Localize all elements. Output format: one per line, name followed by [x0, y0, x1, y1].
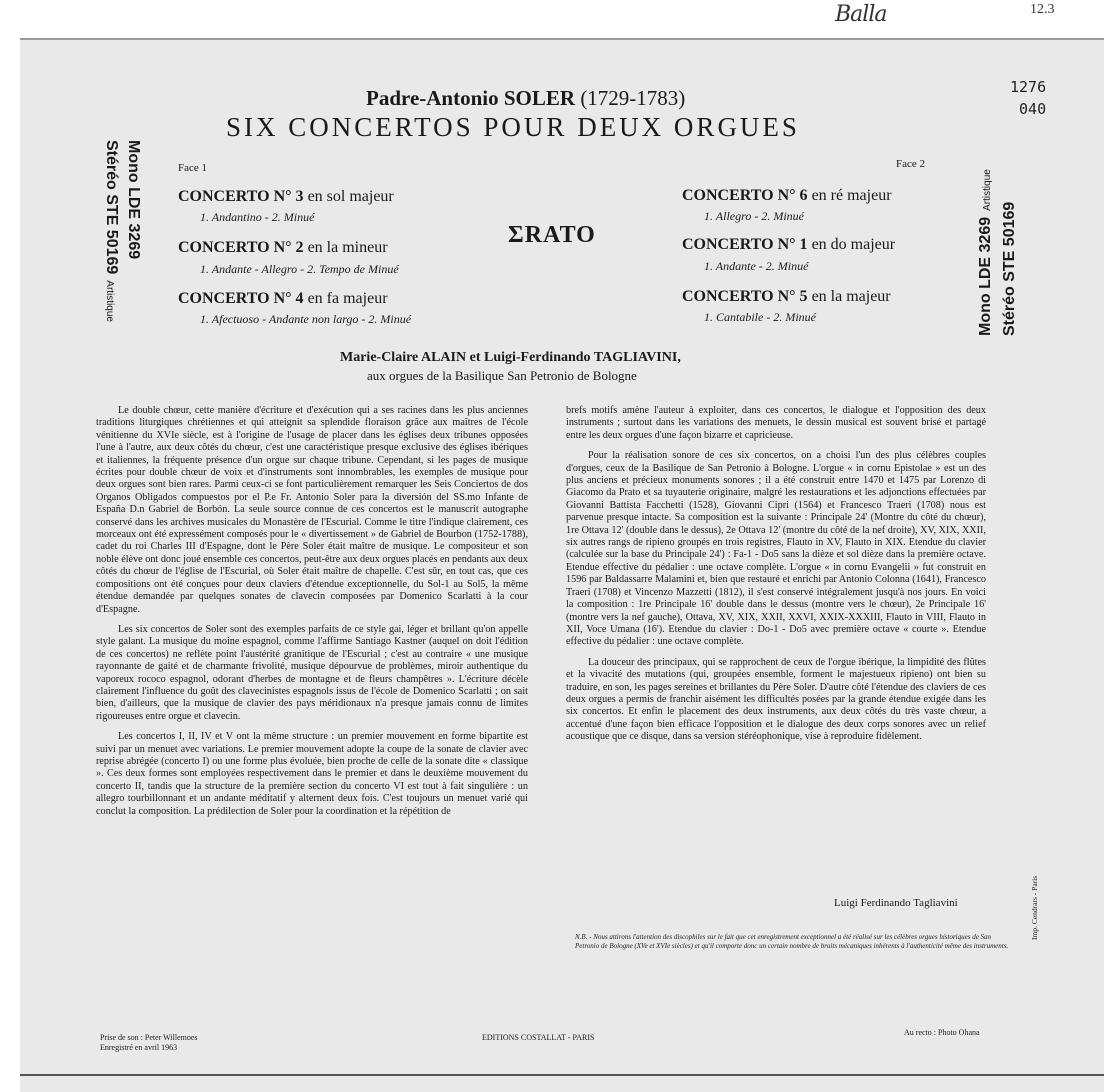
- handwritten-number: 12.3: [1030, 2, 1055, 17]
- face2-concerto-2-movements: 1. Andante - 2. Minué: [704, 259, 809, 273]
- face2-concerto-3-movements: 1. Cantabile - 2. Minué: [704, 310, 816, 324]
- handwritten-note: Balla: [835, 2, 887, 27]
- album-title: SIX CONCERTOS POUR DEUX ORGUES: [226, 112, 800, 142]
- sleeve-bottom-edge: [20, 1074, 1104, 1076]
- organs-line: aux orgues de la Basilique San Petronio de Bologne: [367, 368, 637, 383]
- artistique-label: Artistique: [104, 280, 115, 322]
- footer-recorded: Enregistré en avril 1963: [100, 1043, 178, 1052]
- face1-concerto-2: CONCERTO N° 2 en la mineur: [178, 239, 388, 256]
- composer-name: Padre-Antonio SOLER: [366, 86, 576, 110]
- mono-label-right: Mono LDE 3269Artistique: [977, 169, 994, 336]
- face2-concerto-2: CONCERTO N° 1 en do majeur: [682, 236, 896, 253]
- face1-concerto-2-movements: 1. Andante - Allegro - 2. Tempo de Minué: [200, 262, 399, 276]
- liner-notes-right-column: [566, 405, 986, 752]
- printer-credit: Imp. Cendrars - Paris: [1030, 875, 1039, 940]
- catalog-line-1: 1276: [1010, 78, 1047, 96]
- footer-engineer: Prise de son : Peter Willemoes: [100, 1033, 198, 1042]
- composer-dates: (1729-1783): [580, 86, 686, 110]
- face2-concerto-1: CONCERTO N° 6 en ré majeur: [682, 187, 892, 204]
- liner-paragraph: Les concertos I, II, IV et V ont la même structure : un premier mouvement en forme bipartite est suivi par un menuet avec variations. Le premier mouvement adopte la coupe de la sonate de clavier avec reprise abrégée (concerto I) ou une forme plus évoluée, bien proche de celle de la sonate dite « classique ». Ces deux formes sont employées respectivement dans le premier et dans le deuxième mouvement du concerto II, tandis que la structure de la première section du concerto VI est tout à fait singulière : un allegro tourbillonnant et un andante méditatif y alternent deux fois. C'est toujours un menuet varié qui conclut la composition. La prédilection de Soler pour la coordination et la répétition de: [96, 731, 528, 817]
- stereo-label: Stéréo STE 50169Artistique: [103, 140, 120, 322]
- face2-concerto-1-movements: 1. Allegro - 2. Minué: [704, 209, 804, 223]
- liner-paragraph: Pour la réalisation sonore de ces six concertos, on a choisi l'un des plus célèbres couples d'orgues, ceux de la Basilique de San Petronio à Bologne. L'orgue « in cornu Epistolae » est un des plus anciens et précieux monuments sonores ; il a été construit entre 1470 et 1475 par Lorenzo di Giacomo da Prato et sa tuyauterie originaire, malgré les restaurations et les adjonctions effectuées par Giovanni Battista Facchetti (1528), Giovanni Cipri (1564) et Francesco Traeri (1708) nous est parvenue presque intacte. Sa composition est la suivante : Principale 24' (Montre du côté du chœur), 1re Ottava 12' (double dans le dessus), 2e Ottava 12' (montre du côté de la nef droite), XV, XIX, XXII, six autres rangs de ripieno groupés en trois registres, Flauto in XV, Flauto in XIX. Etendue du clavier (calculée sur la base du Principale 24') : Fa-1 - Do5 sans la dièze et sol dièze dans la première octave. Etendue effective du pédalier : une octave complète. L'orgue « in cornu Evangelii » fut construit en 1596 par Baldassarre Malamini et, bien que restauré et enrichi par Antonio Colonna (1641), Francesco Traeri (1708) et Vincenzo Mazzetti (1812), il s'est conservé intégralement jusqu'à nos jours. En voici la composition : 1re Principale 16' double dans le dessus (montre vers le chœur), 2e Principale 16' (montre vers la nef gauche), Ottava, XV, XIX, XXII, XXVI, XXIX-XXXIII, Flauto in VIII, Flauto in XII, Voce Umana (16'). Etendue du clavier : Do-1 - Do5 avec première octave « courte ». Etendue effective du pédalier : une octave complète.: [566, 450, 986, 648]
- face-1-label: Face 1: [178, 162, 208, 174]
- liner-notes-left-column: [96, 405, 528, 826]
- face2-concerto-3: CONCERTO N° 5 en la majeur: [682, 288, 891, 305]
- erato-logo: ΣRATO: [508, 222, 596, 248]
- liner-paragraph: Les six concertos de Soler sont des exemples parfaits de ce style gai, léger et brillant qu'on appelle style galant. La musique du moine espagnol, comme l'affirme Santiago Kastner (auquel on doit l'édition de ces concertos) ne reflète point l'austérité granitique de l'Escurial ; c'est au contraire « une musique rayonnante de gaité et de charmante frivolité, musique dépourvue de problèmes, miroir authentique du vaporeux rococo espagnol, odorant d'herbes de montagne et de fleurs champêtres ». L'écriture décèle clairement l'influence du goût des clavecinistes espagnols issus de l'école de Domenico Scarlatti ; on sait bien, d'ailleurs, que la musique de clavier des pays méridionaux n'a presque jamais connu de limites rigoureuses entre orgue et clavecin.: [96, 623, 528, 722]
- author-signature: Luigi Ferdinando Tagliavini: [834, 897, 958, 909]
- performers-line: Marie-Claire ALAIN et Luigi-Ferdinando TAGLIAVINI,: [340, 350, 681, 365]
- mono-label: Mono LDE 3269: [125, 140, 142, 260]
- catalog-stamp: [1010, 76, 1046, 120]
- footer-publisher: EDITIONS COSTALLAT - PARIS: [482, 1033, 595, 1042]
- face1-concerto-3: CONCERTO N° 4 en fa majeur: [178, 290, 388, 307]
- stereo-label-right: Stéréo STE 50169: [1001, 201, 1018, 336]
- nb-note: N.B. - Nous attirons l'attention des discophiles sur le fait que cet enregistrement exceptionnel a été réalisé sur les célèbres orgues historiques de San Petronio de Bologne (XVe et XVIe siècles) et qu'il comporte donc un certain nombre de bruits mécaniques inhérents à l'authenticité même des instruments.: [575, 933, 1009, 950]
- sleeve-edge: [20, 38, 1104, 40]
- face1-concerto-1: CONCERTO N° 3 en sol majeur: [178, 188, 394, 205]
- footer-photo-credit: Au recto : Photo Ohana: [904, 1028, 980, 1037]
- face1-concerto-1-movements: 1. Andantino - 2. Minué: [200, 210, 315, 224]
- liner-paragraph: Le double chœur, cette manière d'écriture et d'exécution qui a ses racines dans les plus anciennes traditions liturgiques chrétiennes et qui atteignit sa splendide floraison grâce aux maîtres de l'école vénitienne du XVIe siècle, est à l'origine de l'usage de placer dans les églises deux tribunes opposées l'une à l'autre, aux deux côtés du chœur, c'est une caractéristique presque exclusive des églises ibériques et italiennes, la fréquente présence d'un orgue sur chaque tribune. Cependant, si les pages de musique écrites pour double chœur de voix et d'instruments sont innombrables, les exemples de musique pour deux orgues sont bien rares. Parmi ceux-ci se font particulièrement remarquer les Seis Conciertos de dos Organos Obligados compuestos por el P.e Fr. Antonio Soler para la diversión del SS.mo Infante de España D.n Gabriel de Borbón. La seule source connue de ces concertos est le manuscrit autographe conservé dans les archives musicales du Monastère de l'Escurial. Comme le titre l'indique clairement, ces morceaux ont été expressément composés pour le « divertissement » de Gabriel de Bourbon (1752-1788), cadet du roi Charles III d'Espagne, dont le Père Soler était maître de musique. Le compositeur et son noble élève ont donc joué ensemble ces concertos, peut-être aux deux orgues placés en pendants aux deux côtés du chœur de l'église de l'Escurial, où Soler était maître de chapelle. C'est sûr, en tout cas, que ces compositions ont été conçues pour deux claviers d'étendue exceptionnelle, du Sol-1 au Sol5, la même étendue demandée par quelques sonates de clavecin composées par Domenico Scarlatti à la cour d'Espagne.: [96, 405, 528, 615]
- composer-heading: [366, 86, 685, 111]
- artistique-label-right: Artistique: [982, 169, 993, 211]
- face-2-label: Face 2: [896, 158, 926, 170]
- catalog-line-2: 040: [1019, 100, 1047, 118]
- face1-concerto-3-movements: 1. Afectuoso - Andante non largo - 2. Minué: [200, 312, 412, 326]
- liner-paragraph: brefs motifs amène l'auteur à exploiter, dans ces concertos, le dialogue et l'opposition des deux instruments ; surtout dans les variations des menuets, le dessin musical est souvent brisé et partagé entre les deux orgues d'une façon bizarre et capricieuse.: [566, 405, 986, 441]
- liner-paragraph: La douceur des principaux, qui se rapprochent de ceux de l'orgue ibérique, la limpidité des flûtes et la vivacité des mutations (qui, groupées ensemble, forment le majestueux ripieno) ont bien su traduire, en son, les pages sereines et brillantes du Père Soler. D'autre côté l'étendue des claviers de ces deux orgues a permis de franchir aisément les difficultés posées par la grande étendue exigée dans les six concertos. Et enfin le placement des deux instruments, aux deux côtés du très vaste chœur, a accentué d'une façon bien efficace l'opposition et le dialogue des deux corps sonores avec un relief acoustique que ce disque, dans sa version stéréophonique, vise à reproduire fidèlement.: [566, 656, 986, 743]
